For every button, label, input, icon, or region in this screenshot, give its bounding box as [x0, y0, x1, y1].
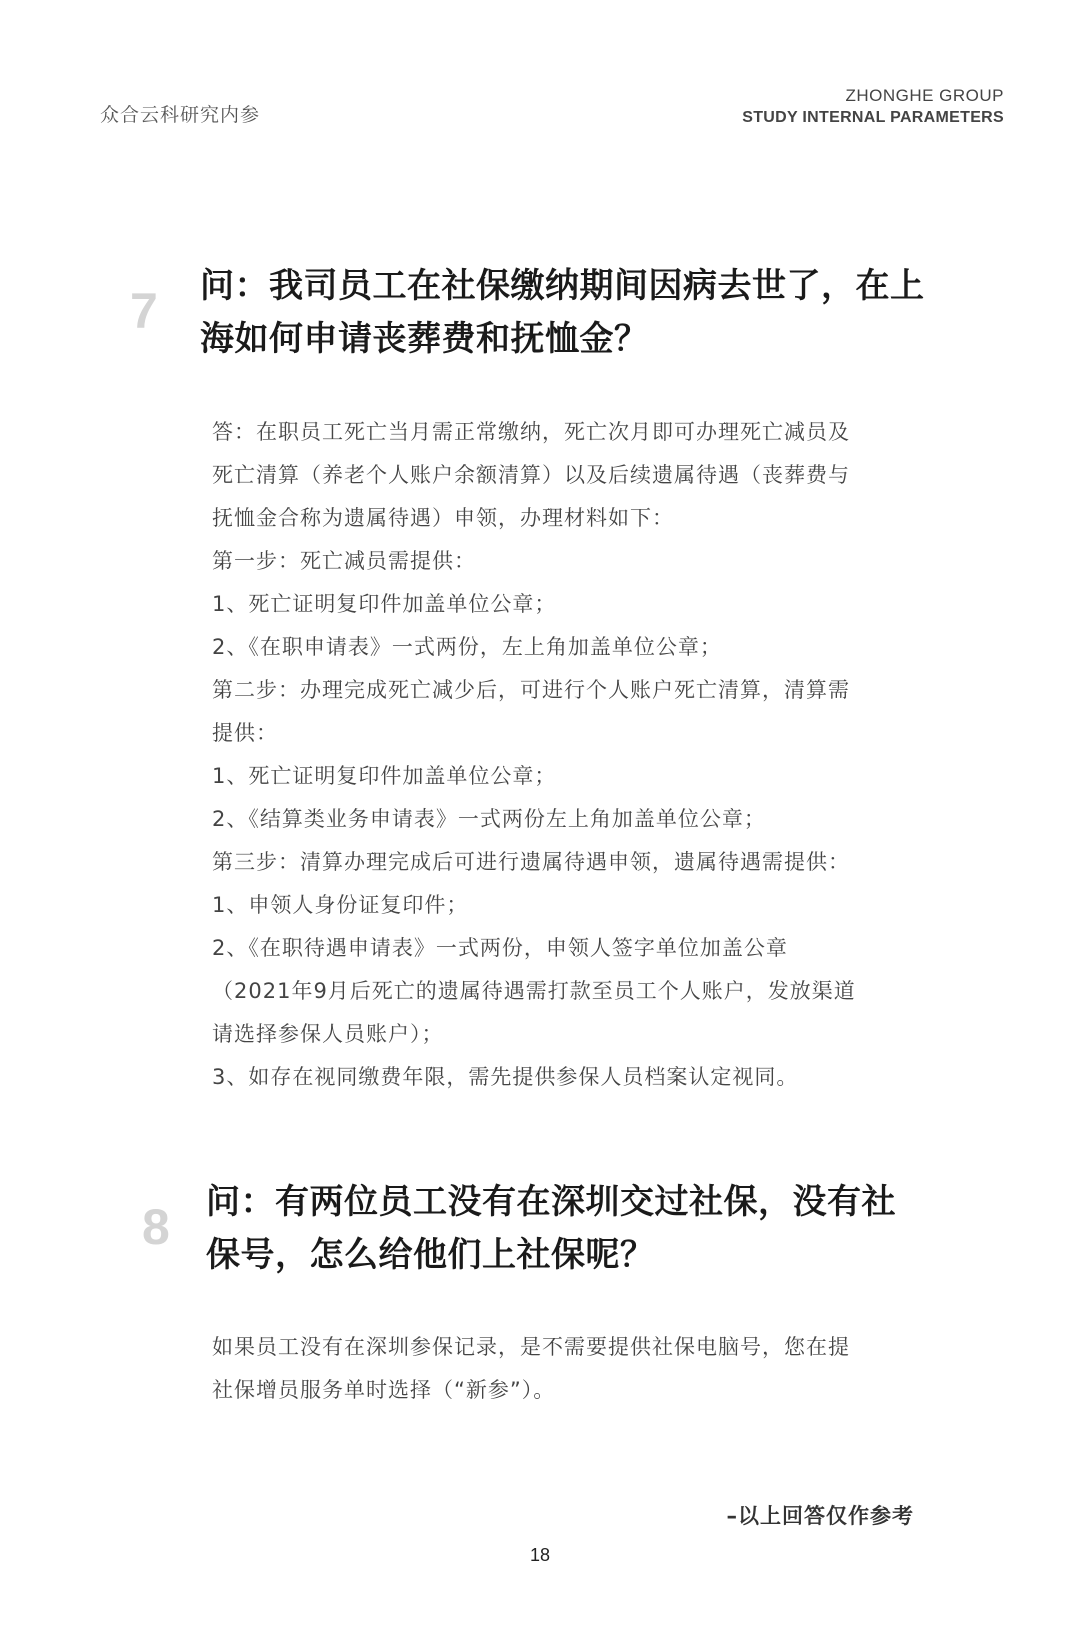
answer-line: 2、《结算类业务申请表》一式两份左上角加盖单位公章；: [212, 807, 766, 831]
answer-line: 第三步：清算办理完成后可进行遗属待遇申领，遗属待遇需提供：: [212, 850, 850, 874]
answer-body: [212, 411, 932, 1099]
answer-line: 2、《在职申请表》一式两份，左上角加盖单位公章；: [212, 635, 722, 659]
answer-line: （2021年9月后死亡的遗属待遇需打款至员工个人账户，发放渠道: [212, 979, 856, 1003]
answer-line: 1、申领人身份证复印件；: [212, 893, 469, 917]
question-heading: [200, 260, 980, 366]
publication-title: 众合云科研究内参: [100, 104, 261, 126]
question-line: 保号，怎么给他们上社保呢？: [206, 1235, 655, 1275]
question-line: 问：有两位员工没有在深圳交过社保，没有社: [206, 1182, 896, 1222]
answer-body: [212, 1326, 932, 1412]
answer-line: 3、如存在视同缴费年限，需先提供参保人员档案认定视同。: [212, 1065, 799, 1089]
answer-line: 提供：: [212, 721, 278, 745]
question-heading: [206, 1176, 986, 1282]
answer-line: 社保增员服务单时选择（“新参”）。: [212, 1378, 556, 1402]
closing-note: –以上回答仅作参考: [726, 1504, 914, 1528]
answer-line: 1、死亡证明复印件加盖单位公章；: [212, 592, 557, 616]
answer-line: 答：在职员工死亡当月需正常缴纳，死亡次月即可办理死亡减员及: [212, 420, 850, 444]
question-line: 问：我司员工在社保缴纳期间因病去世了，在上: [200, 266, 925, 306]
answer-line: 第一步：死亡减员需提供：: [212, 549, 476, 573]
answer-line: 死亡清算（养老个人账户余额清算）以及后续遗属待遇（丧葬费与: [212, 463, 850, 487]
answer-line: 请选择参保人员账户）；: [212, 1022, 444, 1046]
page-number: 18: [529, 1545, 551, 1565]
question-number: 7: [130, 283, 158, 339]
answer-line: 1、死亡证明复印件加盖单位公章；: [212, 764, 557, 788]
brand-name: ZHONGHE GROUP: [845, 86, 1004, 105]
question-line: 海如何申请丧葬费和抚恤金？: [200, 319, 649, 359]
brand-subtitle: STUDY INTERNAL PARAMETERS: [742, 109, 1004, 126]
answer-line: 2、《在职待遇申请表》一式两份，申领人签字单位加盖公章: [212, 936, 788, 960]
brand-block: [742, 86, 1004, 127]
answer-line: 第二步：办理完成死亡减少后，可进行个人账户死亡清算，清算需: [212, 678, 850, 702]
answer-line: 抚恤金合称为遗属待遇）申领，办理材料如下：: [212, 506, 674, 530]
answer-line: 如果员工没有在深圳参保记录，是不需要提供社保电脑号，您在提: [212, 1335, 850, 1359]
question-number: 8: [142, 1199, 170, 1255]
